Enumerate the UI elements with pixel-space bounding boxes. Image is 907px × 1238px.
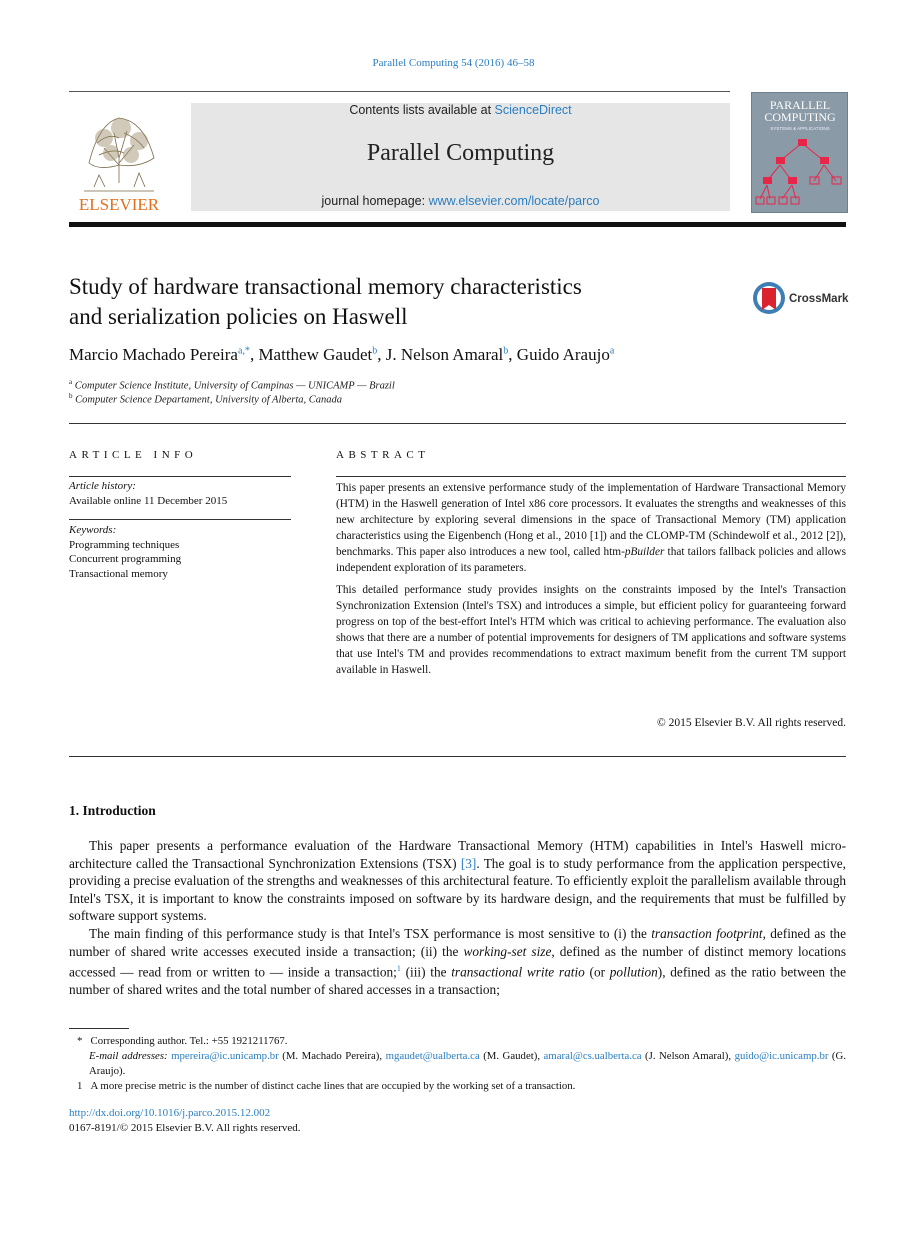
history-value: Available online 11 December 2015 <box>69 494 228 507</box>
intro-text: (iii) the <box>400 964 452 980</box>
footnote-1 <box>69 1079 846 1094</box>
footnote-emails <box>69 1049 846 1079</box>
affiliation-b <box>69 392 342 406</box>
abstract-tool-name: pBuilder <box>624 546 665 558</box>
cover-title-line2: COMPUTING <box>764 110 836 124</box>
author-name[interactable]: Matthew Gaudet <box>258 345 373 364</box>
article-title-line1: Study of hardware transactional memory characteristics <box>69 274 582 299</box>
footnote-mark: * <box>77 1035 83 1047</box>
intro-paragraph-1 <box>69 837 846 925</box>
intro-text: , defined as the number of distinct memory locations accessed — read from or written to — inside a transaction; <box>69 943 846 980</box>
author-name[interactable]: J. Nelson Amaral <box>385 345 504 364</box>
homepage-line <box>191 194 730 208</box>
doi-link[interactable]: http://dx.doi.org/10.1016/j.parco.2015.12.002 <box>69 1107 271 1119</box>
abstract-paragraph-1 <box>336 480 846 576</box>
intro-text: This paper presents a performance evaluation of the Hardware Transactional Memory (HTM) capabilities in Intel's Haswell micro-architecture called the Transactional Synchronization Extensions (TSX) <box>69 838 846 871</box>
abstract-rule <box>336 476 846 477</box>
header-rule <box>69 91 730 92</box>
section-heading-introduction: 1. Introduction <box>69 803 156 818</box>
author-affil-mark[interactable]: a,* <box>237 345 250 357</box>
email-owner: (J. Nelson Amaral), <box>641 1050 735 1062</box>
email-link[interactable]: mgaudet@ualberta.ca <box>385 1050 480 1062</box>
intro-text: The main finding of this performance study is that Intel's TSX performance is most sensitive to (i) the <box>89 925 652 941</box>
affiliation-key: b <box>69 392 73 400</box>
article-info-heading: ARTICLE INFO <box>69 449 198 461</box>
email-link[interactable]: guido@ic.unicamp.br <box>734 1050 829 1062</box>
abstract-end-rule <box>69 756 846 757</box>
keyword-item: Transactional memory <box>69 567 168 580</box>
keywords-block <box>69 523 291 581</box>
abstract-heading: ABSTRACT <box>336 449 430 461</box>
footnote-link[interactable]: 1 <box>396 964 401 974</box>
footnote-rule <box>69 1028 129 1029</box>
contents-line <box>191 103 730 117</box>
author-name[interactable]: Guido Araujo <box>516 345 610 364</box>
author-affil-mark[interactable]: b <box>503 345 509 357</box>
author-list <box>69 345 829 365</box>
abstract-copyright: © 2015 Elsevier B.V. All rights reserved. <box>657 717 846 729</box>
affiliation-text: Computer Science Institute, University of Campinas — UNICAMP — Brazil <box>74 380 395 392</box>
footnote-corresponding <box>69 1034 846 1049</box>
footnote-mark: 1 <box>77 1080 83 1092</box>
term-italic: transaction footprint <box>651 925 763 941</box>
crossmark-label: CrossMark <box>789 293 849 305</box>
keyword-item: Programming techniques <box>69 538 180 551</box>
affiliation-key: a <box>69 378 73 386</box>
journal-name: Parallel Computing <box>366 140 555 166</box>
email-owner: (M. Gaudet), <box>479 1050 544 1062</box>
footnotes <box>69 1034 846 1094</box>
affiliation-text: Computer Science Departament, University of Alberta, Canada <box>75 394 343 406</box>
elsevier-logo[interactable] <box>69 103 169 213</box>
affiliation-a <box>69 378 395 392</box>
article-info-rule <box>69 476 291 477</box>
intro-text: . The goal is to study performance from the application perspective, providing a precise evaluation of the strengths and weaknesses of this architectural feature. To efficiently exploit the parallelism available through Intel's TSX, it is important to know the constraints imposed on software by its hardware design, and the requirements that must be fulfilled by software support systems. <box>69 855 846 924</box>
introduction-body <box>69 837 846 999</box>
term-italic: transactional write ratio <box>451 964 585 980</box>
abstract-text: that tailors fallback policies and allows independent exploration of its parameters. <box>336 546 846 574</box>
keywords-label: Keywords: <box>69 524 117 536</box>
journal-reference[interactable]: Parallel Computing 54 (2016) 46–58 <box>372 57 535 69</box>
term-italic: working-set size <box>463 943 552 959</box>
email-owner: (G. Araujo). <box>89 1050 847 1077</box>
sciencedirect-link[interactable]: ScienceDirect <box>494 103 572 117</box>
abstract-paragraph-2: This detailed performance study provides insights on the constraints imposed by the Intel's Transaction Synchronization Extension (Intel's TSX) and introduces a simple, but efficient policy for guaranteeing forward progress on top of the best-effort Intel's HTM which was critical to achieving performance. The evaluation also shows that there are a number of potential improvements for designers of TM applications and software systems that use Intel's TM and provides recommendations to extract maximum benefit from the current TM support available in Haswell. <box>336 584 846 676</box>
author-separator: , <box>249 345 259 364</box>
homepage-prefix: journal homepage: <box>321 194 429 208</box>
journal-homepage-link[interactable]: www.elsevier.com/locate/parco <box>428 194 600 208</box>
cover-subtitle: SYSTEMS & APPLICATIONS <box>770 126 830 131</box>
contents-prefix: Contents lists available at <box>349 103 495 117</box>
email-owner: (M. Machado Pereira), <box>278 1050 386 1062</box>
keyword-item: Concurrent programming <box>69 553 182 565</box>
cover-art <box>752 93 847 212</box>
intro-paragraph-2 <box>69 925 846 999</box>
article-history <box>69 479 291 508</box>
abstract-text: This paper presents an extensive performance study of the implementation of Hardware Transactional Memory (HTM) in the Haswell generation of Intel x86 core processors. It evaluates the strengths and weaknesses of this new architecture by exploring several dimensions in the space of Transactional Memory (TM) application characteristics using the Eigenbench (Hong et al., 2010 [1]) and the CLOMP-TM (Schindewolf et al., 2012 [2]), benchmarks. This paper also introduces a new tool, called htm- <box>336 482 846 558</box>
title-rule <box>69 423 846 424</box>
crossmark-badge[interactable] <box>751 280 851 316</box>
header-thick-rule <box>69 222 846 227</box>
footnote-text: A more precise metric is the number of distinct cache lines that are occupied by the working set of a transaction. <box>90 1080 576 1092</box>
cover-title-line1: PARALLEL <box>769 98 831 112</box>
email-link[interactable]: amaral@cs.ualberta.ca <box>543 1050 642 1062</box>
author-name[interactable]: Marcio Machado Pereira <box>69 345 238 364</box>
author-affil-mark[interactable]: b <box>372 345 378 357</box>
issn-line: 0167-8191/© 2015 Elsevier B.V. All rights reserved. <box>69 1122 301 1134</box>
article-title <box>69 272 709 332</box>
journal-cover[interactable] <box>751 92 848 213</box>
elsevier-wordmark: ELSEVIER <box>78 195 160 213</box>
intro-text: (or <box>584 964 610 980</box>
article-title-line2: and serialization policies on Haswell <box>69 304 408 329</box>
intro-text: , defined as the number of shared write accesses executed inside a transaction; (ii) the <box>69 925 846 959</box>
email-link[interactable]: mpereira@ic.unicamp.br <box>171 1050 279 1062</box>
citation-link[interactable]: [3] <box>460 855 477 871</box>
author-separator: , <box>377 345 386 364</box>
email-label: E-mail addresses: <box>89 1050 168 1062</box>
intro-text: ), defined as the ratio between the number of shared writes and the total number of shared accesses in a transaction; <box>69 964 847 998</box>
author-affil-mark[interactable]: a <box>609 345 615 357</box>
author-separator: , <box>508 345 517 364</box>
keywords-rule <box>69 519 291 520</box>
corresponding-author: Corresponding author. Tel.: +55 1921211767. <box>90 1035 288 1047</box>
term-italic: pollution <box>609 964 658 980</box>
history-label: Article history: <box>69 480 136 492</box>
abstract-body <box>336 480 846 678</box>
